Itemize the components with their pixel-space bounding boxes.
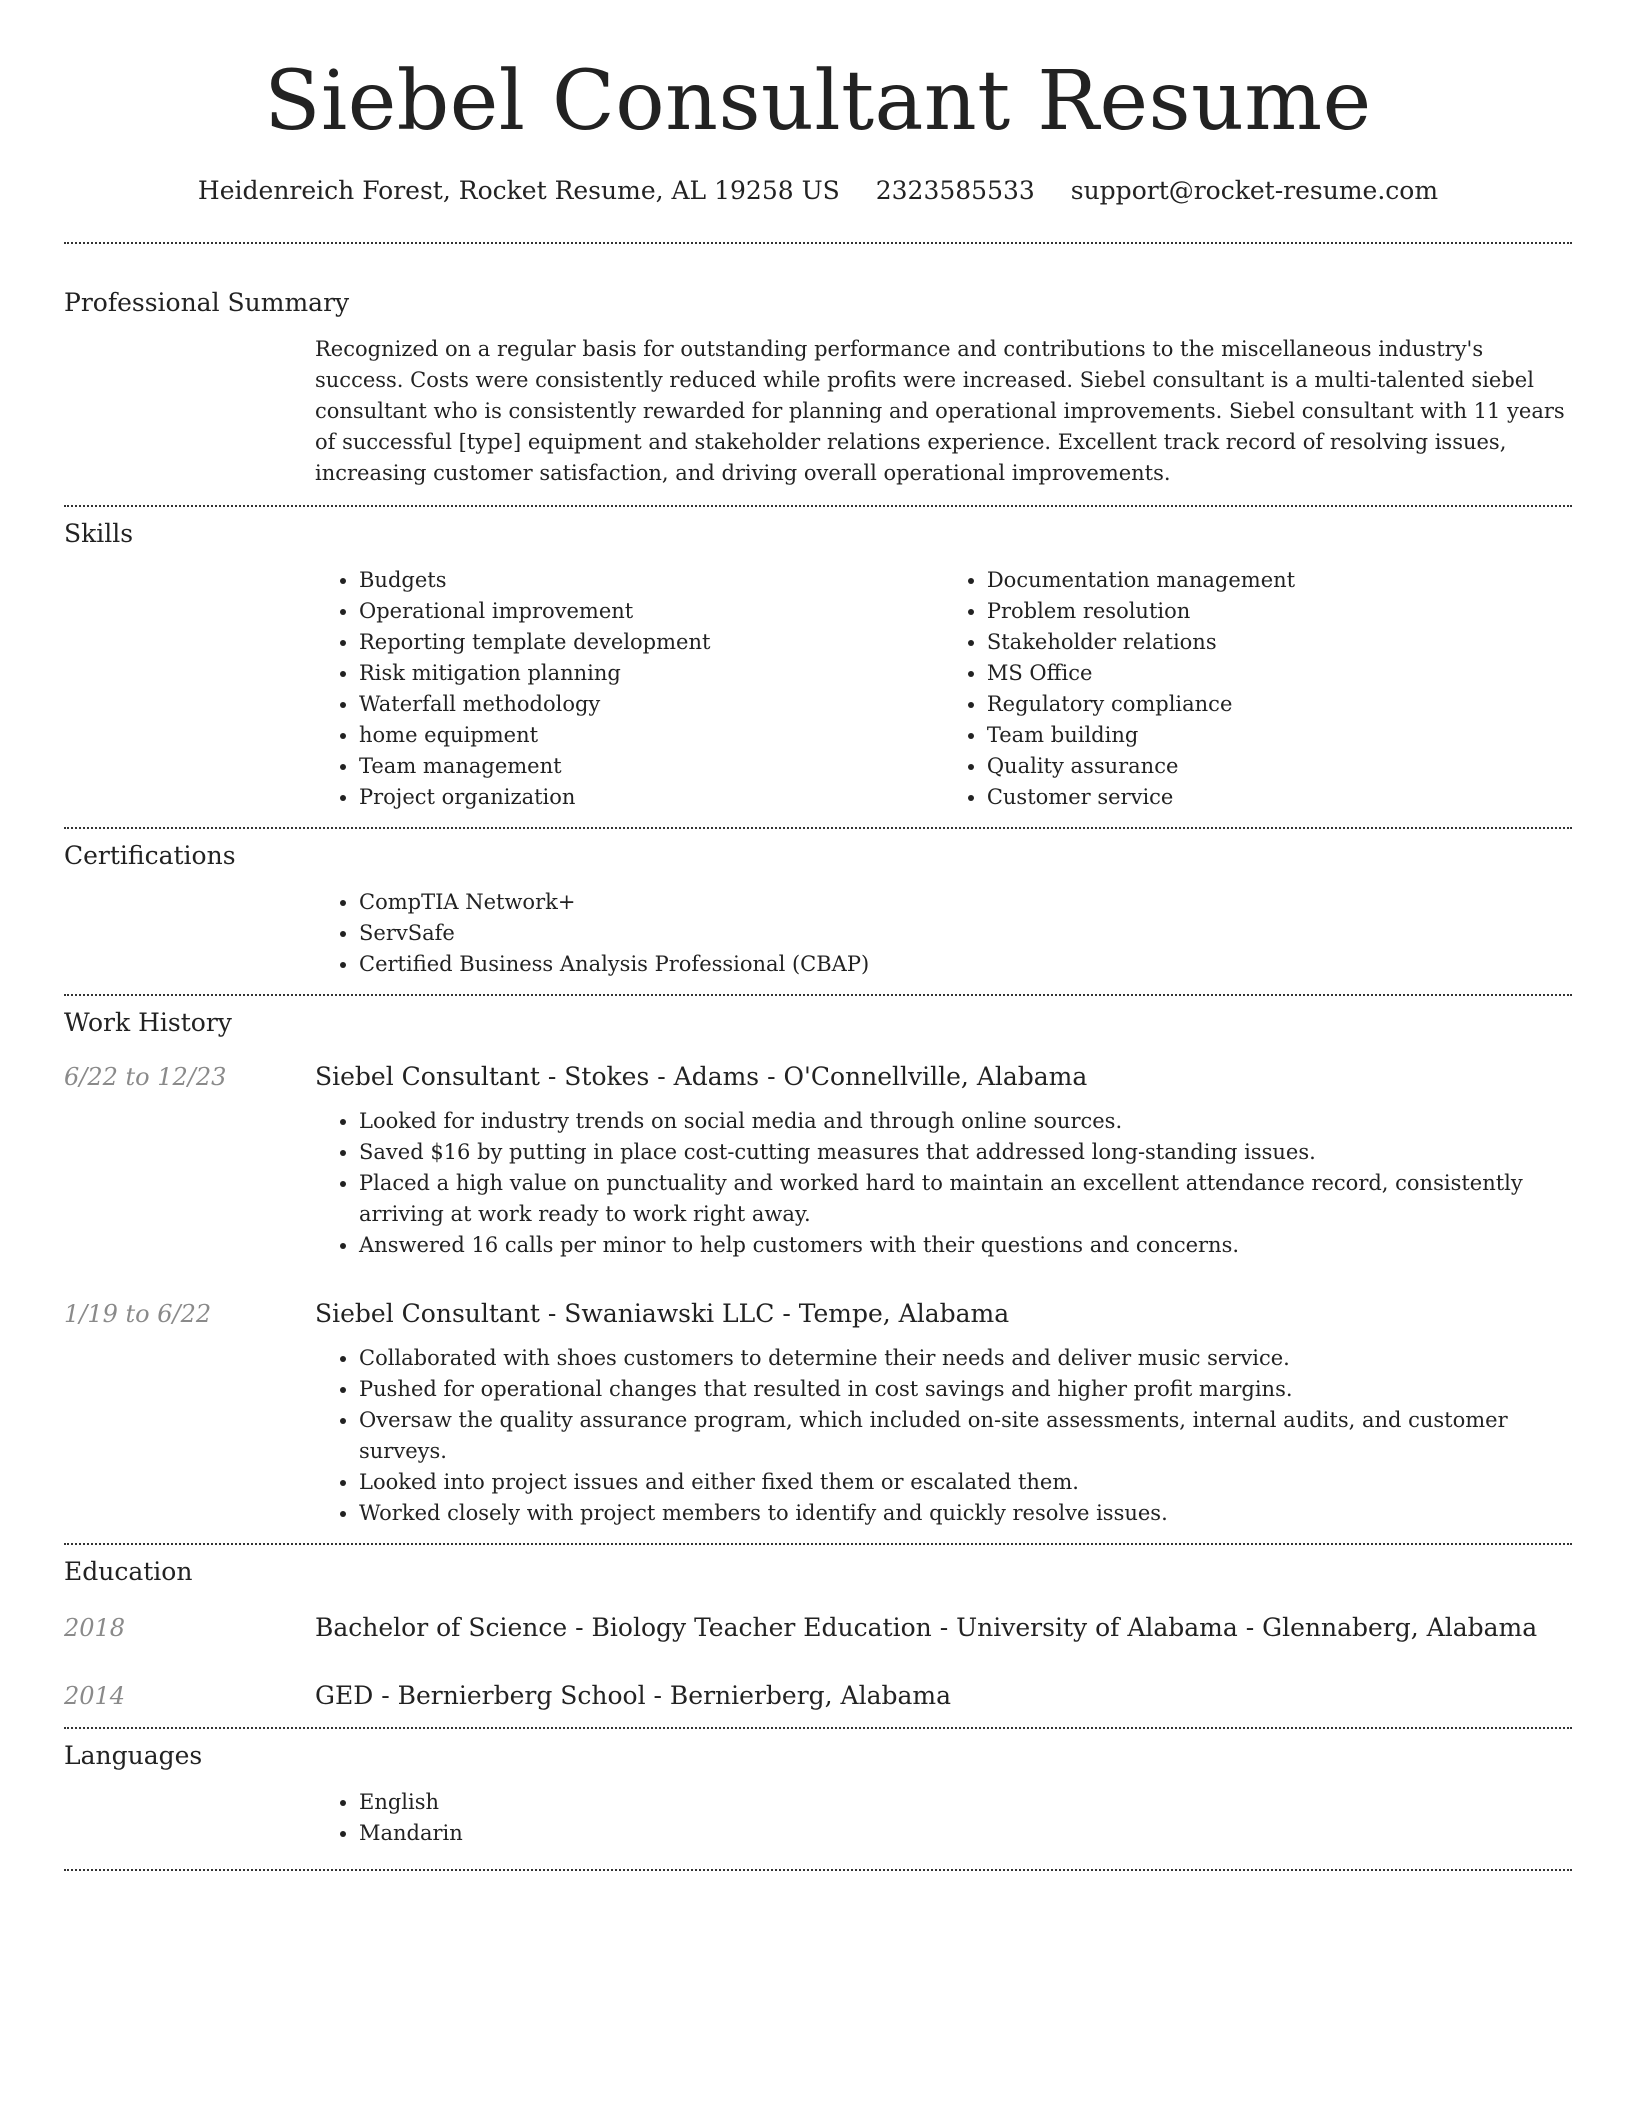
summary-section [64,244,1572,505]
job-bullet: • Looked for industry trends on social media and through online sources. [359,1106,1574,1137]
languages-list [315,1787,1572,1849]
skills-list-right [943,565,1572,813]
skill-item: • Customer service [987,782,1572,813]
education-year: 2018 [64,1614,126,1642]
job-bullet: • Collaborated with shoes customers to determine their needs and deliver music service. [359,1343,1574,1374]
resume-page [64,0,1572,1871]
job-dates: 6/22 to 12/23 [64,1063,227,1091]
contact-email[interactable]: support@rocket-resume.com [1070,176,1439,205]
job-title: Siebel Consultant - Stokes - Adams - O'Connellville, Alabama [315,1062,1088,1091]
skill-item: • Budgets [359,565,899,596]
skill-item: • Risk mitigation planning [359,658,899,689]
contact-line [64,174,1572,208]
languages-section [64,1729,1572,1869]
skill-item: • Project organization [359,782,899,813]
skill-item: • home equipment [359,720,899,751]
resume-title: Siebel Consultant Resume [264,54,1372,149]
language-item: • Mandarin [359,1818,1572,1849]
skill-item: • Waterfall methodology [359,689,899,720]
certification-item: • CompTIA Network+ [359,887,1572,918]
contact-address: Heidenreich Forest, Rocket Resume, AL 19258 US [197,176,840,205]
skill-item: • Team management [359,751,899,782]
certification-item: • Certified Business Analysis Professional (CBAP) [359,949,1572,980]
summary-heading: Professional Summary [64,288,350,317]
certifications-heading: Certifications [64,841,236,870]
skill-item: • Reporting template development [359,627,899,658]
education-entry [64,1589,1572,1645]
education-year: 2014 [64,1682,126,1710]
skill-item: • Quality assurance [987,751,1572,782]
certification-item: • ServSafe [359,918,1572,949]
job-entry [64,1261,1572,1543]
languages-heading: Languages [64,1741,203,1770]
education-heading: Education [64,1557,193,1586]
job-dates: 1/19 to 6/22 [64,1300,212,1328]
section-divider [64,1869,1572,1871]
certifications-section [64,829,1572,994]
job-title: Siebel Consultant - Swaniawski LLC - Tempe, Alabama [315,1299,1010,1328]
job-bullets [315,1343,1572,1529]
education-degree: Bachelor of Science - Biology Teacher Education - University of Alabama - Glennaberg, Alabama [315,1613,1538,1642]
job-bullet: • Pushed for operational changes that resulted in cost savings and higher profit margins. [359,1374,1574,1405]
education-section [64,1545,1572,1727]
job-bullet: • Worked closely with project members to identify and quickly resolve issues. [359,1498,1574,1529]
job-bullet: • Saved $16 by putting in place cost-cutting measures that addressed long-standing issues. [359,1137,1574,1168]
skill-item: • MS Office [987,658,1572,689]
work-history-section [64,996,1572,1543]
skills-list-left [315,565,899,813]
skill-item: • Documentation management [987,565,1572,596]
work-history-heading: Work History [64,1008,232,1037]
job-bullet: • Answered 16 calls per minor to help customers with their questions and concerns. [359,1230,1574,1261]
skill-item: • Stakeholder relations [987,627,1572,658]
summary-text: Recognized on a regular basis for outstanding performance and contributions to the miscellaneous industry's success. Costs were consistently reduced while profits were increased. Siebel consultant is a multi-talented siebel consultant who is consistently rewarded for planning and operational improvements. Siebel consultant with 11 years of successful [type] equipment and stakeholder relations experience. Excellent track record of resolving issues, increasing customer satisfaction, and driving overall operational improvements. [315,337,1565,485]
education-degree: GED - Bernierberg School - Bernierberg, Alabama [315,1681,952,1710]
job-bullet: • Oversaw the quality assurance program, which included on-site assessments, internal audits, and customer surveys. [359,1405,1574,1467]
skill-item: • Problem resolution [987,596,1572,627]
skills-heading: Skills [64,519,134,548]
skill-item: • Regulatory compliance [987,689,1572,720]
job-bullet: • Placed a high value on punctuality and worked hard to maintain an excellent attendance record, consistently arriving at work ready to work right away. [359,1168,1574,1230]
skill-item: • Team building [987,720,1572,751]
certifications-list [315,887,1572,980]
job-bullet: • Looked into project issues and either fixed them or escalated them. [359,1467,1574,1498]
skill-item: • Operational improvement [359,596,899,627]
skills-section [64,507,1572,827]
contact-phone: 2323585533 [875,176,1035,205]
job-bullets [315,1106,1572,1261]
job-entry [64,1040,1572,1261]
language-item: • English [359,1787,1572,1818]
education-entry [64,1645,1572,1727]
